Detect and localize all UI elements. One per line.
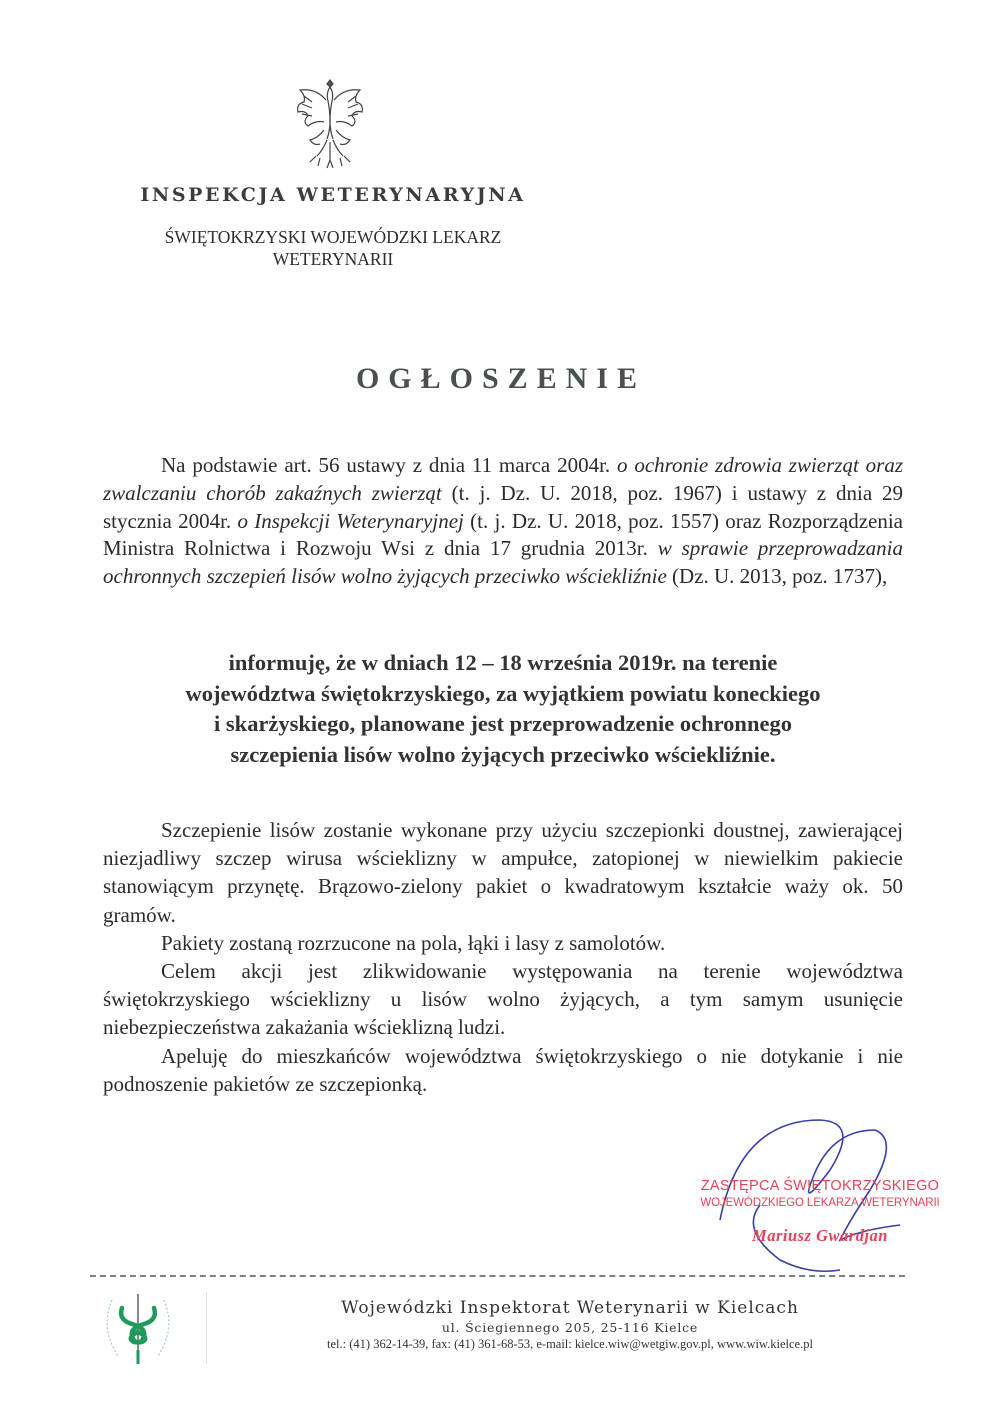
body-paragraph: Pakiety zostaną rozrzucone na pola, łąki i lasy z samolotów. xyxy=(161,930,666,955)
stamp-subtitle: WOJEWÓDZKIEGO LEKARZA WETERYNARII xyxy=(700,1197,940,1209)
document-title: OGŁOSZENIE xyxy=(355,362,647,395)
legal-basis-act-title: o ochronie zdrowia zwierząt oraz zwalczaniu chorób zakaźnych zwierząt xyxy=(103,453,903,505)
announcement-line: informuję, że w dniach 12 – 18 września 2019r. na terenie xyxy=(228,650,778,675)
legal-basis-paragraph xyxy=(103,452,903,591)
signature-stamp xyxy=(700,1178,940,1246)
announcement-line: szczepienia lisów wolno żyjących przeciwko wściekliźnie. xyxy=(230,741,776,767)
footer-divider xyxy=(90,1275,905,1277)
subtitle-line-1: ŚWIĘTOKRZYSKI WOJEWÓDZKI LEKARZ xyxy=(164,227,502,247)
organization-subtitle xyxy=(108,226,558,270)
subtitle-line-2: WETERYNARII xyxy=(272,249,394,269)
legal-basis-segment: Na podstawie art. 56 ustawy z dnia 11 marca 2004r. xyxy=(161,453,617,477)
legal-basis-act-title: w sprawie przeprowadzania ochronnych szczepień lisów wolno żyjących przeciwko wściekliźnie xyxy=(103,536,903,589)
footer xyxy=(210,1298,930,1352)
stamp-title: ZASTĘPCA ŚWIĘTOKRZYSKIEGO xyxy=(700,1178,940,1194)
body-text xyxy=(103,816,903,1098)
body-paragraph: Apeluję do mieszkańców województwa świętokrzyskiego o nie dotykanie i nie podnoszenie pakietów ze szczepionką. xyxy=(103,1043,903,1096)
body-paragraph: Szczepienie lisów zostanie wykonane przy użyciu szczepionki doustnej, zawierającej niezjadliwy szczep wirusa wścieklizny w ampułce, zatopionej w niewielkim pakiecie stanowiącym przynętę. Brązowo-zielony pakiet o kwadratowym kształcie waży ok. 50 gramów. xyxy=(103,818,903,927)
announcement-block xyxy=(103,648,903,770)
institution-contact: tel.: (41) 362-14-39, fax: (41) 361-68-53, e-mail: kielce.wiw@wetgiw.gov.pl, www.wiw.kielce.pl xyxy=(327,1337,813,1351)
legal-basis-segment: (Dz. U. 2013, poz. 1737), xyxy=(666,564,888,589)
organization-name: INSPEKCJA WETERYNARYJNA xyxy=(140,184,526,206)
polish-eagle-emblem-icon xyxy=(290,72,370,172)
legal-basis-segment: (t. j. Dz. U. 2018, poz. 1557) oraz Rozporządzenia Ministra Rolnictwa i Rozwoju Wsi z dnia 17 grudnia 2013r. xyxy=(103,508,903,561)
legal-basis-segment: (t. j. Dz. U. 2018, poz. 1967) i ustawy z dnia 29 stycznia 2004r. xyxy=(103,480,904,533)
signatory-name: Mariusz Gwardjan xyxy=(752,1226,888,1245)
footer-separator xyxy=(206,1292,207,1364)
legal-basis-act-title: o Inspekcji Weterynaryjnej xyxy=(237,508,464,533)
announcement-line: województwa świętokrzyskiego, za wyjątkiem powiatu koneckiego xyxy=(185,680,821,706)
institution-address: ul. Ściegiennego 205, 25-116 Kielce xyxy=(441,1320,699,1335)
announcement-line: i skarżyskiego, planowane jest przeprowadzenie ochronnego xyxy=(214,711,792,736)
caduceus-wreath-logo-icon xyxy=(98,1290,178,1366)
institution-name: Wojewódzki Inspektorat Weterynarii w Kielcach xyxy=(341,1298,799,1318)
body-paragraph: Celem akcji jest zlikwidowanie występowania na terenie województwa świętokrzyskiego wścieklizny u lisów wolno żyjących, a tym samym usunięcie niebezpieczeństwa zakażania wścieklizną ludzi. xyxy=(103,959,903,1040)
